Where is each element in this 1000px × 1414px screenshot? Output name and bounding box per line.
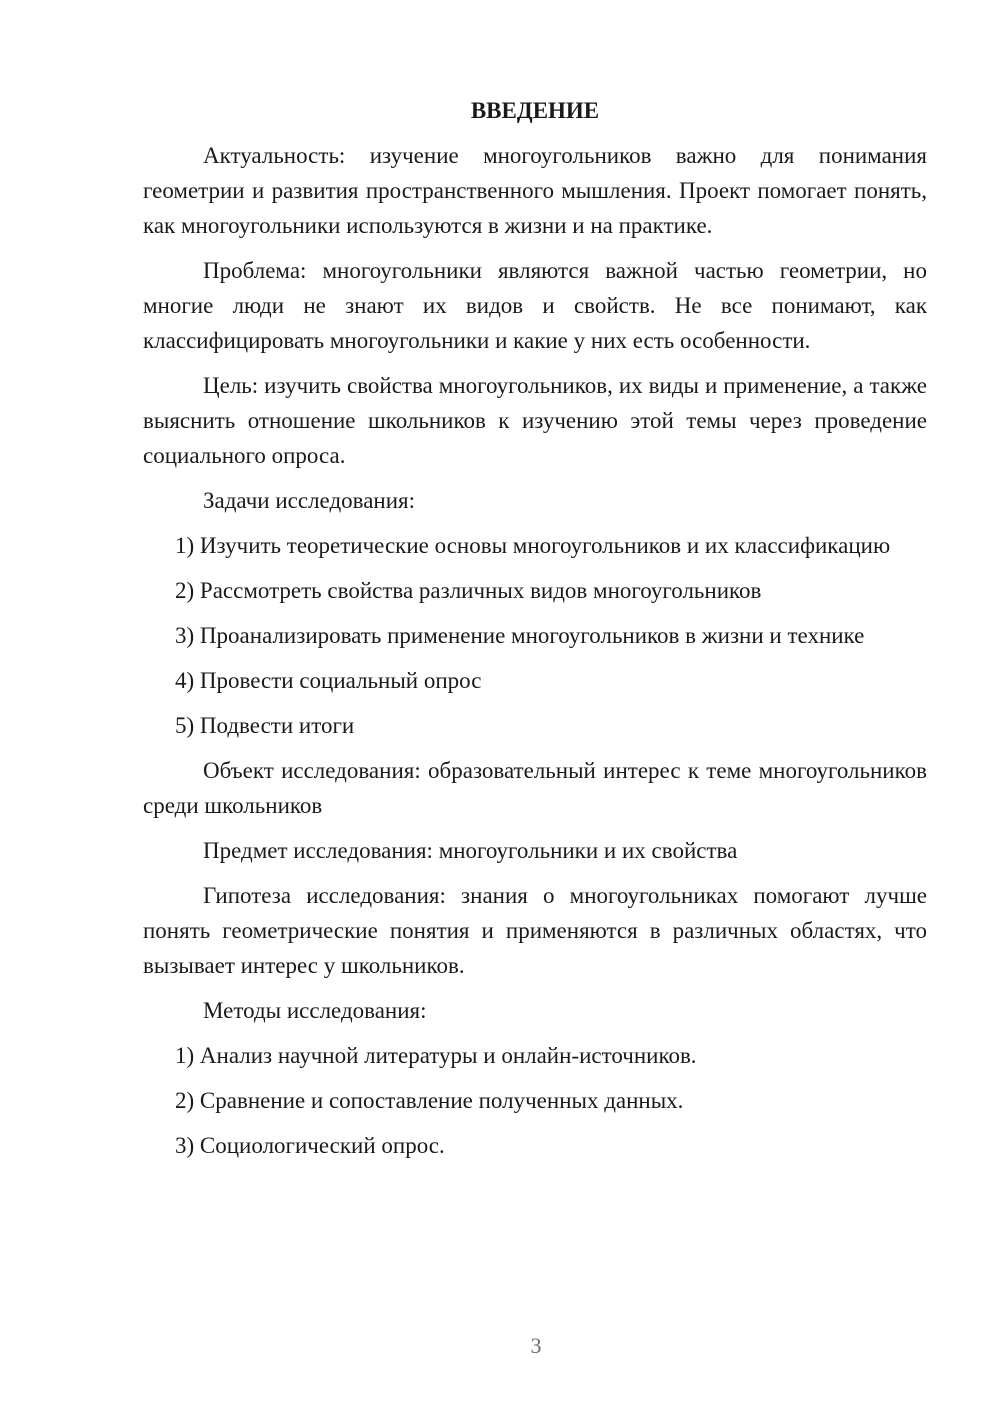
page-number: 3 bbox=[530, 1333, 542, 1358]
hypothesis-paragraph: Гипотеза исследования: знания о многоугольниках помогают лучше понять геометрические понятия и применяются в различных областях, что вызывает интерес у школьников. bbox=[143, 883, 927, 978]
tasks-heading: Задачи исследования: bbox=[203, 488, 416, 513]
method-item-2: 2) Сравнение и сопоставление полученных данных. bbox=[175, 1088, 684, 1113]
goal-paragraph: Цель: изучить свойства многоугольников, их виды и применение, а также выяснить отношение школьников к изучению этой темы через проведение социального опроса. bbox=[143, 373, 927, 468]
section-title: ВВЕДЕНИЕ bbox=[470, 98, 600, 123]
method-item-1: 1) Анализ научной литературы и онлайн-источников. bbox=[175, 1043, 697, 1068]
method-item-3: 3) Социологический опрос. bbox=[175, 1133, 445, 1158]
subject-paragraph: Предмет исследования: многоугольники и их свойства bbox=[203, 838, 738, 863]
task-item-3: 3) Проанализировать применение многоугольников в жизни и технике bbox=[175, 623, 865, 648]
problem-paragraph: Проблема: многоугольники являются важной частью геометрии, но многие люди не знают их видов и свойств. Не все понимают, как классифицировать многоугольники и какие у них есть особенности. bbox=[143, 258, 927, 353]
document-body bbox=[143, 93, 927, 1173]
task-item-1: 1) Изучить теоретические основы многоугольников и их классификацию bbox=[175, 533, 891, 558]
task-item-5: 5) Подвести итоги bbox=[175, 713, 355, 738]
task-item-4: 4) Провести социальный опрос bbox=[175, 668, 482, 693]
relevance-paragraph: Актуальность: изучение многоугольников важно для понимания геометрии и развития пространственного мышления. Проект помогает понять, как многоугольники используются в жизни и на практике. bbox=[143, 143, 927, 238]
object-paragraph: Объект исследования: образовательный интерес к теме многоугольников среди школьников bbox=[143, 758, 927, 818]
task-item-2: 2) Рассмотреть свойства различных видов многоугольников bbox=[175, 578, 762, 603]
methods-heading: Методы исследования: bbox=[203, 998, 427, 1023]
